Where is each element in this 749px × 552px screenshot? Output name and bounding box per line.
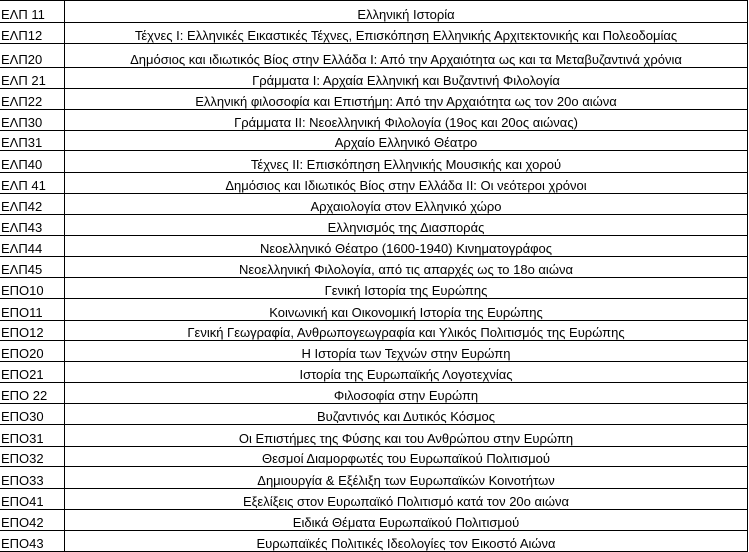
table-row: [0, 194, 748, 215]
table-row: [0, 299, 748, 321]
table-row: [0, 403, 748, 425]
course-title: Γράμματα ΙΙ: Νεοελληνική Φιλολογία (19ος και 20ος αιώνας): [65, 110, 748, 131]
course-title: Βυζαντινός και Δυτικός Κόσμος: [65, 403, 748, 425]
table-row: [0, 320, 748, 341]
table-row: [0, 22, 748, 44]
course-title: Ελληνική φιλοσοφία και Επιστήμη: Από την Αρχαιότητα ως τον 20ο αιώνα: [65, 88, 748, 110]
table-row: [0, 44, 748, 68]
course-title: Θεσμοί Διαμορφωτές του Ευρωπαϊκού Πολιτισμού: [65, 446, 748, 467]
course-code: ΕΛΠ 21: [0, 68, 65, 89]
course-title: Κοινωνική και Οικονομική Ιστορία της Ευρώπης: [65, 299, 748, 321]
course-title: Ειδικά Θέματα Ευρωπαϊκού Πολιτισμού: [65, 509, 748, 531]
table-row: [0, 488, 748, 509]
course-code: ΕΠΟ 22: [0, 383, 65, 404]
course-title: Φιλοσοφία στην Ευρώπη: [65, 383, 748, 404]
table-row: [0, 278, 748, 299]
course-code: ΕΠΟ21: [0, 361, 65, 383]
table-row: [0, 467, 748, 489]
table-row: [0, 425, 748, 447]
course-title: Γενική Ιστορία της Ευρώπης: [65, 278, 748, 299]
course-title: Ελληνισμός της Διασποράς: [65, 214, 748, 236]
course-code: ΕΛΠ22: [0, 88, 65, 110]
course-code: ΕΠΟ41: [0, 488, 65, 509]
course-code: ΕΛΠ31: [0, 130, 65, 151]
table-row: [0, 509, 748, 531]
course-title: Δημόσιος και ιδιωτικός Βίος στην Ελλάδα Ι: Από την Αρχαιότητα ως και τα Μεταβυζαντινά χρόνια: [65, 44, 748, 68]
table-row: [0, 383, 748, 404]
table-row: [0, 68, 748, 89]
course-title: Η Ιστορία των Τεχνών στην Ευρώπη: [65, 341, 748, 362]
course-code: ΕΠΟ30: [0, 403, 65, 425]
table-row: [0, 446, 748, 467]
course-title: Δημόσιος και Ιδιωτικός Βίος στην Ελλάδα ΙΙ: Οι νεότεροι χρόνοι: [65, 172, 748, 194]
table-row: [0, 341, 748, 362]
course-code: ΕΛΠ20: [0, 44, 65, 68]
table-row: [0, 361, 748, 383]
course-code: ΕΛΠ44: [0, 236, 65, 257]
course-code: ΕΠΟ33: [0, 467, 65, 489]
course-title: Ευρωπαϊκές Πολιτικές Ιδεολογίες τον Εικοστό Αιώνα: [65, 531, 748, 552]
table-row: [0, 256, 748, 278]
course-code: ΕΠΟ43: [0, 531, 65, 552]
table-row: [0, 130, 748, 151]
course-code: ΕΛΠ30: [0, 110, 65, 131]
course-code: ΕΛΠ45: [0, 256, 65, 278]
course-title: Γράμματα Ι: Αρχαία Ελληνική και Βυζαντινή Φιλολογία: [65, 68, 748, 89]
course-title: Νεοελληνική Φιλολογία, από τις απαρχές ως το 18ο αιώνα: [65, 256, 748, 278]
table-row: [0, 88, 748, 110]
table-row: [0, 172, 748, 194]
course-code: ΕΛΠ43: [0, 214, 65, 236]
table-row: [0, 531, 748, 552]
course-code: ΕΛΠ42: [0, 194, 65, 215]
table-row: [0, 214, 748, 236]
course-code: ΕΠΟ10: [0, 278, 65, 299]
course-code: ΕΛΠ12: [0, 22, 65, 44]
course-title: Ιστορία της Ευρωπαϊκής Λογοτεχνίας: [65, 361, 748, 383]
course-title: Τέχνες ΙΙ: Επισκόπηση Ελληνικής Μουσικής και χορού: [65, 151, 748, 173]
course-title: Ελληνική Ιστορία: [65, 1, 748, 23]
course-title: Δημιουργία & Εξέλιξη των Ευρωπαϊκών Κοινοτήτων: [65, 467, 748, 489]
course-title: Οι Επιστήμες της Φύσης και του Ανθρώπου στην Ευρώπη: [65, 425, 748, 447]
course-code: ΕΠΟ42: [0, 509, 65, 531]
course-rows: [0, 1, 748, 552]
course-title: Νεοελληνικό Θέατρο (1600-1940) Κινηματογράφος: [65, 236, 748, 257]
course-code: ΕΠΟ32: [0, 446, 65, 467]
course-code: ΕΛΠ40: [0, 151, 65, 173]
course-code: ΕΠΟ20: [0, 341, 65, 362]
course-title: Αρχαίο Ελληνικό Θέατρο: [65, 130, 748, 151]
course-code: ΕΠΟ12: [0, 320, 65, 341]
table-row: [0, 110, 748, 131]
course-title: Αρχαιολογία στον Ελληνικό χώρο: [65, 194, 748, 215]
table-row: [0, 151, 748, 173]
course-code: ΕΛΠ 41: [0, 172, 65, 194]
table-row: [0, 1, 748, 23]
table-row: [0, 236, 748, 257]
course-code: ΕΠΟ31: [0, 425, 65, 447]
course-code: ΕΛΠ 11: [0, 1, 65, 23]
course-title: Εξελίξεις στον Ευρωπαϊκό Πολιτισμό κατά τον 20ο αιώνα: [65, 488, 748, 509]
course-title: Γενική Γεωγραφία, Ανθρωπογεωγραφία και Υλικός Πολιτισμός της Ευρώπης: [65, 320, 748, 341]
course-title: Τέχνες Ι: Ελληνικές Εικαστικές Τέχνες, Επισκόπηση Ελληνικής Αρχιτεκτονικής και Πολεοδομίας: [65, 22, 748, 44]
course-code: ΕΠΟ11: [0, 299, 65, 321]
